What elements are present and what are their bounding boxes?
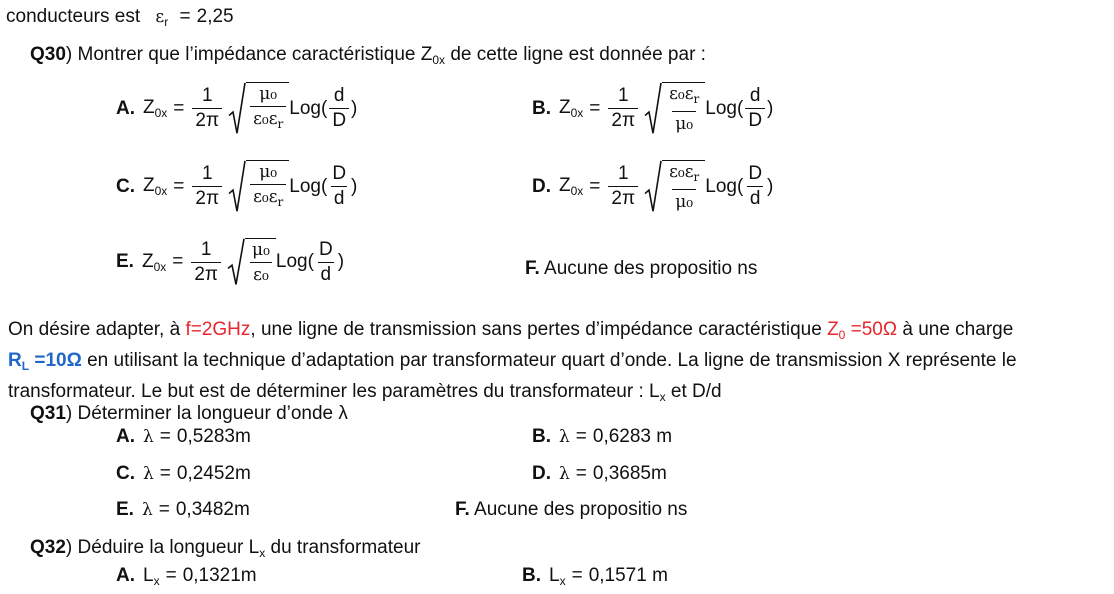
q30-option-e xyxy=(116,238,344,286)
z-symbol: $Z_{0x}$ xyxy=(559,175,584,198)
para-text: , une ligne de transmission sans pertes d’impédance caractéristique xyxy=(250,319,828,340)
q30-header xyxy=(30,44,706,67)
para-text: en utilisant la technique d’adaptation par transformateur quart d’onde. La ligne de transmission X représente le xyxy=(81,350,1017,371)
option-text: Aucune des propositio ns xyxy=(474,499,688,520)
z-symbol: $Z_{0x}$ xyxy=(143,97,168,120)
close-paren: ) xyxy=(767,175,774,197)
equals-sign: = xyxy=(589,175,601,197)
q32-text-end: du transformateur xyxy=(265,537,421,558)
q31-option-f xyxy=(455,499,687,521)
equals-sign: = xyxy=(172,251,184,272)
close-paren: ) xyxy=(767,97,774,119)
equals-sign: = xyxy=(589,97,601,119)
q30-option-a xyxy=(116,82,357,135)
ratio-fraction: $\frac{d}{D}$ xyxy=(745,85,765,132)
epsilon-sub: r xyxy=(164,15,169,29)
option-label: F. xyxy=(525,258,540,279)
rl-value: $R_L =10\Omega$ xyxy=(8,350,82,373)
q30-option-f xyxy=(525,258,757,280)
log-text: Log( xyxy=(275,251,314,272)
intro-line xyxy=(6,6,234,29)
lambda-symbol: λ xyxy=(143,464,154,484)
problem-paragraph xyxy=(8,317,1017,410)
lambda-symbol: λ xyxy=(559,464,570,484)
log-text: Log( xyxy=(705,175,744,197)
q30-sub: 0x xyxy=(432,53,446,67)
square-root: $\frac{\text{μ₀}}{\varepsilon_0\varepsilon_r}$ xyxy=(228,82,289,135)
q30-number: Q30 xyxy=(30,44,66,65)
fraction: $\frac{1}{2\pi}$ xyxy=(192,85,222,132)
lambda-symbol: λ xyxy=(143,427,154,447)
option-label: C. xyxy=(116,175,135,197)
lx-symbol: $L_x$ xyxy=(549,565,566,588)
q31-text: ) Déterminer la longueur d’onde λ xyxy=(65,403,348,424)
q31-option-e xyxy=(116,499,250,521)
equals-sign: = xyxy=(165,565,177,586)
option-label: D. xyxy=(532,175,551,197)
lambda-symbol: λ xyxy=(559,427,570,447)
fraction: $\frac{1}{2\pi}$ xyxy=(608,163,638,210)
frequency-value: f=2GHz xyxy=(185,319,251,340)
equals-sign: = xyxy=(173,175,185,197)
z0-value: $Z_0 =50\Omega$ xyxy=(827,319,898,342)
option-value: 0,1571 m xyxy=(588,565,668,586)
option-value: 0,3685m xyxy=(592,463,667,484)
q31-option-a xyxy=(116,426,251,448)
q31-number: Q31 xyxy=(30,403,66,424)
q30-option-d xyxy=(532,160,773,213)
q31-option-d xyxy=(532,463,667,485)
q32-sub: x xyxy=(259,546,266,560)
q32-header xyxy=(30,537,420,560)
option-value: 0,2452m xyxy=(176,463,251,484)
lx-sub: x xyxy=(659,390,666,404)
equals-sign: = xyxy=(575,426,587,447)
z-symbol: $Z_{0x}$ xyxy=(141,250,167,274)
equals-sign: = xyxy=(159,426,171,447)
epsilon-symbol: ε xyxy=(155,7,165,27)
z-symbol: $Z_{0x}$ xyxy=(143,175,168,198)
q30-text-end: de cette ligne est donnée par : xyxy=(445,44,706,65)
log-text: Log( xyxy=(289,97,328,119)
q31-header xyxy=(30,403,348,425)
q30-option-c xyxy=(116,160,357,213)
equals-sign: = xyxy=(158,499,170,520)
permittivity-value: 2,25 xyxy=(196,6,234,27)
option-label: D. xyxy=(532,463,551,484)
ratio-fraction: $\frac{D}{d}$ xyxy=(748,163,763,209)
square-root: $\frac{\varepsilon_0\varepsilon_r}{\text{μ₀}}$ xyxy=(644,82,705,135)
close-paren: ) xyxy=(351,97,358,119)
para-text: et D/d xyxy=(665,381,722,402)
square-root: $\frac{\text{μ₀}}{\text{ε₀}}$ xyxy=(227,238,276,286)
option-label: A. xyxy=(116,426,135,447)
option-label: B. xyxy=(522,565,541,586)
fraction: $\frac{1}{2\pi}$ xyxy=(191,239,221,286)
para-text: On désire adapter, à xyxy=(8,319,186,340)
q30-text: ) Montrer que l’impédance caractéristique Z xyxy=(65,44,433,65)
option-value: 0,5283m xyxy=(176,426,251,447)
ratio-fraction: $\frac{d}{D}$ xyxy=(329,85,349,132)
para-text: à une charge xyxy=(897,319,1014,340)
close-paren: ) xyxy=(351,175,358,197)
option-label: A. xyxy=(116,565,135,586)
q32-option-b xyxy=(522,565,668,588)
q31-option-c xyxy=(116,463,251,485)
ratio-fraction: $\frac{D}{d}$ xyxy=(318,238,333,285)
q32-text: ) Déduire la longueur L xyxy=(65,537,260,558)
fraction: $\frac{1}{2\pi}$ xyxy=(192,163,222,210)
lx-symbol: $L_x$ xyxy=(143,565,160,588)
equals-sign: = xyxy=(159,463,171,484)
option-label: A. xyxy=(116,97,135,119)
para-text: transformateur. Le but est de déterminer les paramètres du transformateur : L xyxy=(8,381,660,402)
lambda-symbol: λ xyxy=(141,500,153,520)
square-root: $\frac{\text{μ₀}}{\varepsilon_0\varepsilon_r}$ xyxy=(228,160,289,213)
q32-option-a xyxy=(116,565,257,588)
ratio-fraction: $\frac{D}{d}$ xyxy=(332,163,347,209)
fraction: $\frac{1}{2\pi}$ xyxy=(608,85,638,132)
log-text: Log( xyxy=(705,97,744,119)
equals-sign: = xyxy=(179,6,191,27)
option-value: 0,1321m xyxy=(182,565,257,586)
log-text: Log( xyxy=(289,175,328,197)
option-label: B. xyxy=(532,426,551,447)
option-label: F. xyxy=(455,499,470,520)
equals-sign: = xyxy=(173,97,185,119)
close-paren: ) xyxy=(337,251,345,272)
z-symbol: $Z_{0x}$ xyxy=(559,97,584,120)
option-value: 0,6283 m xyxy=(592,426,673,447)
equals-sign: = xyxy=(575,463,587,484)
option-label: E. xyxy=(116,499,134,520)
option-label: B. xyxy=(532,97,551,119)
option-label: C. xyxy=(116,463,135,484)
q32-number: Q32 xyxy=(30,537,66,558)
equals-sign: = xyxy=(571,565,583,586)
square-root: $\frac{\varepsilon_0\varepsilon_r}{\text{μ₀}}$ xyxy=(644,160,705,213)
q30-option-b xyxy=(532,82,773,135)
q31-option-b xyxy=(532,426,672,448)
intro-text: conducteurs est xyxy=(6,6,141,27)
option-value: 0,3482m xyxy=(175,499,250,520)
option-text: Aucune des propositio ns xyxy=(544,258,758,279)
option-label: E. xyxy=(116,251,134,272)
